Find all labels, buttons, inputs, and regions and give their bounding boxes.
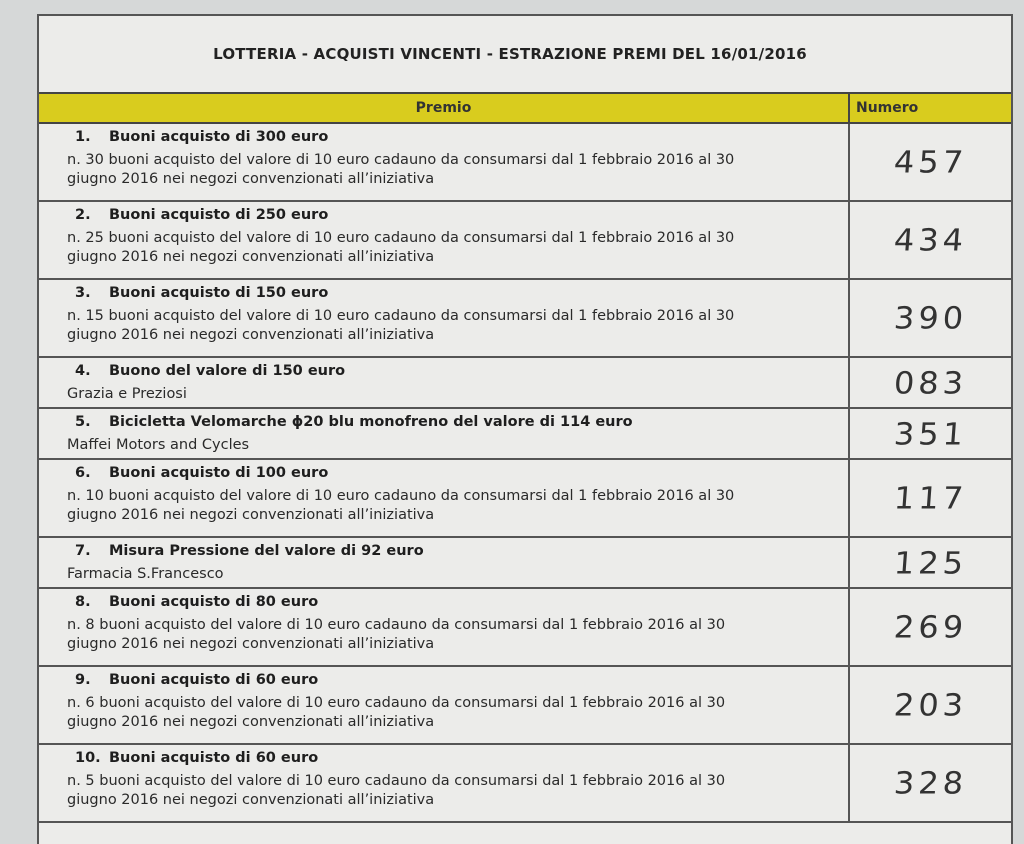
prize-desc: giugno 2016 nei negozi convenzionati all’iniziativa [67, 714, 435, 730]
prize-cell [39, 459, 849, 537]
winning-number: 351 [892, 415, 969, 452]
numero-cell [849, 279, 1011, 357]
prize-desc: giugno 2016 nei negozi convenzionati all’iniziativa [67, 792, 435, 808]
prize-desc: Farmacia S.Francesco [67, 566, 224, 582]
prize-cell [39, 123, 849, 201]
prize-title: Buoni acquisto di 60 euro [109, 750, 319, 766]
prize-cell [39, 408, 849, 459]
numero-cell [849, 744, 1011, 822]
prize-title: Misura Pressione del valore di 92 euro [109, 543, 424, 559]
premio-header: Premio [39, 94, 849, 123]
prize-index: 4. [75, 363, 91, 379]
table-row [39, 666, 1011, 744]
prize-index: 7. [75, 543, 91, 559]
winning-number: 117 [892, 479, 969, 517]
prize-desc: n. 30 buoni acquisto del valore di 10 euro cadauno da consumarsi dal 1 febbraio 2016 al 30 [67, 152, 735, 168]
numero-cell [849, 123, 1011, 201]
table-row [39, 744, 1011, 822]
prize-index: 6. [75, 465, 91, 481]
prize-desc: Maffei Motors and Cycles [67, 437, 250, 453]
numero-cell [849, 201, 1011, 279]
prize-table [39, 94, 1011, 823]
table-row [39, 201, 1011, 279]
prize-desc: giugno 2016 nei negozi convenzionati all’iniziativa [67, 507, 435, 523]
table-row [39, 408, 1011, 459]
prize-title: Buoni acquisto di 60 euro [109, 672, 319, 688]
prize-desc: n. 25 buoni acquisto del valore di 10 euro cadauno da consumarsi dal 1 febbraio 2016 al 30 [67, 230, 735, 246]
numero-cell [849, 408, 1011, 459]
prize-title: Buoni acquisto di 250 euro [109, 207, 329, 223]
prize-title: Buono del valore di 150 euro [109, 363, 346, 379]
prize-cell [39, 357, 849, 408]
prize-index: 2. [75, 207, 91, 223]
prize-cell [39, 588, 849, 666]
prize-desc: giugno 2016 nei negozi convenzionati all’iniziativa [67, 636, 435, 652]
prize-cell [39, 201, 849, 279]
winning-number: 269 [892, 608, 969, 646]
lottery-sheet [37, 14, 1013, 844]
table-row [39, 537, 1011, 588]
prize-desc: n. 6 buoni acquisto del valore di 10 euro cadauno da consumarsi dal 1 febbraio 2016 al 30 [67, 695, 726, 711]
prize-title: Buoni acquisto di 150 euro [109, 285, 329, 301]
title-box [39, 16, 1011, 94]
prize-cell [39, 744, 849, 822]
winning-number: 457 [892, 143, 969, 181]
prize-desc: n. 15 buoni acquisto del valore di 10 euro cadauno da consumarsi dal 1 febbraio 2016 al 30 [67, 308, 735, 324]
prize-title: Bicicletta Velomarche ϕ20 blu monofreno del valore di 114 euro [109, 414, 633, 430]
numero-cell [849, 459, 1011, 537]
prize-desc: n. 5 buoni acquisto del valore di 10 euro cadauno da consumarsi dal 1 febbraio 2016 al 30 [67, 773, 726, 789]
winning-number: 083 [892, 364, 969, 401]
prize-index: 8. [75, 594, 91, 610]
prize-index: 5. [75, 414, 91, 430]
numero-cell [849, 666, 1011, 744]
numero-cell [849, 588, 1011, 666]
prize-desc: n. 10 buoni acquisto del valore di 10 euro cadauno da consumarsi dal 1 febbraio 2016 al 30 [67, 488, 735, 504]
prize-index: 10. [75, 750, 101, 766]
prize-title: Buoni acquisto di 100 euro [109, 465, 329, 481]
prize-index: 9. [75, 672, 91, 688]
prize-index: 1. [75, 129, 91, 145]
prize-desc: giugno 2016 nei negozi convenzionati all’iniziativa [67, 327, 435, 343]
table-row [39, 279, 1011, 357]
prize-cell [39, 279, 849, 357]
prize-desc: giugno 2016 nei negozi convenzionati all’iniziativa [67, 171, 435, 187]
prize-desc: Grazia e Preziosi [67, 386, 187, 402]
winning-number: 434 [892, 221, 969, 259]
prize-cell [39, 537, 849, 588]
table-row [39, 588, 1011, 666]
table-row [39, 357, 1011, 408]
winning-number: 390 [892, 299, 969, 337]
numero-header: Numero [849, 94, 1011, 123]
table-header-row [39, 94, 1011, 123]
prize-desc: n. 8 buoni acquisto del valore di 10 euro cadauno da consumarsi dal 1 febbraio 2016 al 30 [67, 617, 726, 633]
winning-number: 203 [892, 686, 969, 724]
prize-index: 3. [75, 285, 91, 301]
numero-cell [849, 537, 1011, 588]
winning-number: 125 [892, 544, 969, 581]
prize-title: Buoni acquisto di 300 euro [109, 129, 329, 145]
prize-desc: giugno 2016 nei negozi convenzionati all’iniziativa [67, 249, 435, 265]
numero-cell [849, 357, 1011, 408]
page-title: LOTTERIA - ACQUISTI VINCENTI - ESTRAZIONE PREMI DEL 16/01/2016 [213, 45, 807, 63]
prize-title: Buoni acquisto di 80 euro [109, 594, 319, 610]
prize-cell [39, 666, 849, 744]
winning-number: 328 [892, 764, 969, 802]
table-row [39, 459, 1011, 537]
table-row [39, 123, 1011, 201]
